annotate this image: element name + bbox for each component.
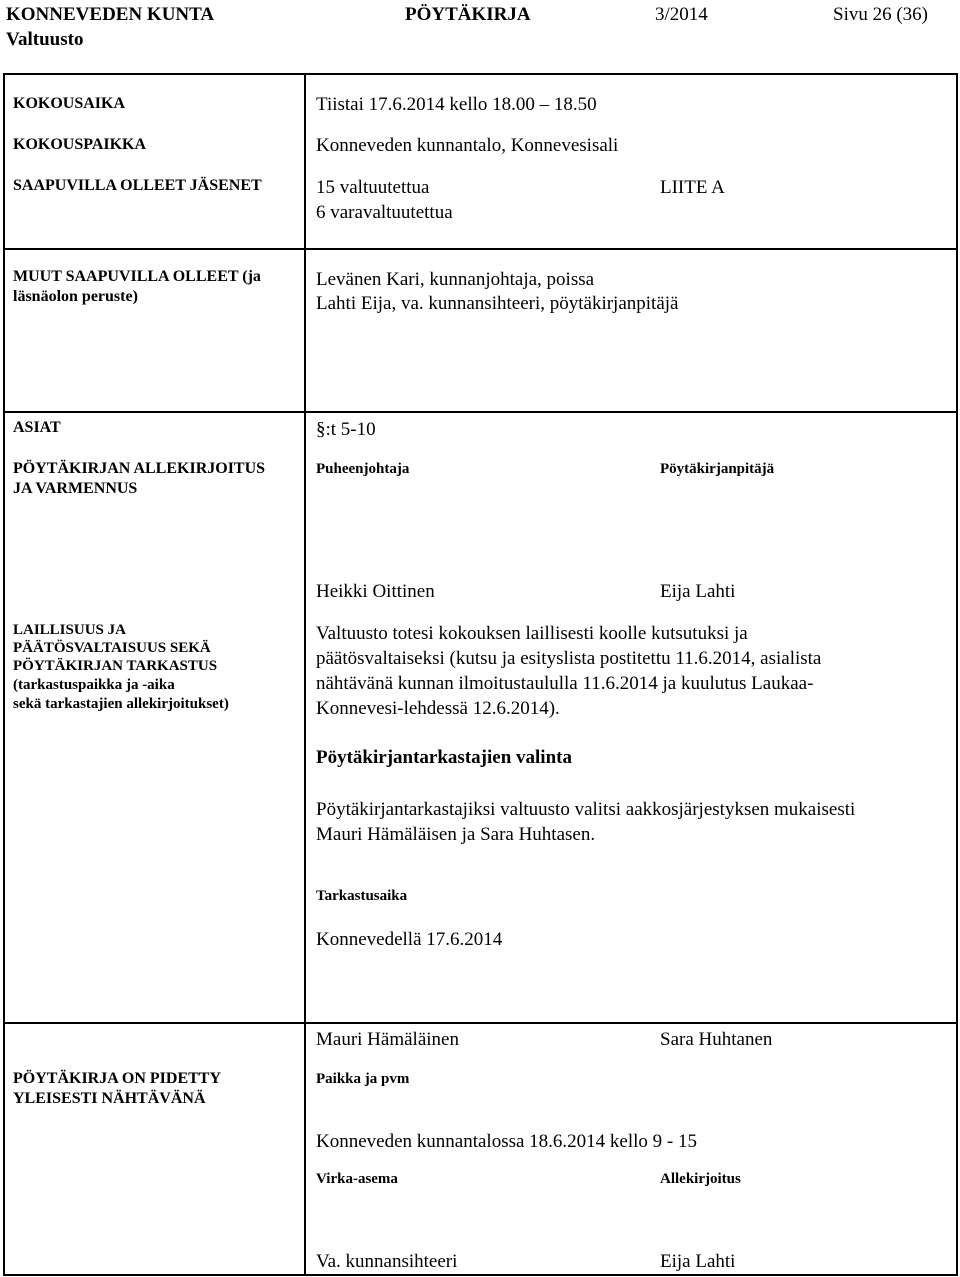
legality-label-cont: (tarkastuspaikka ja -aika bbox=[13, 677, 175, 693]
reviewer-selection-text: Mauri Hämäläisen ja Sara Huhtasen. bbox=[316, 824, 596, 845]
reviewer-name: Mauri Hämäläinen bbox=[316, 1029, 459, 1050]
legality-label-cont: PÄÄTÖSVALTAISUUS SEKÄ bbox=[13, 640, 211, 656]
signing-label-cont: JA VARMENNUS bbox=[13, 480, 138, 497]
other-attendee: Levänen Kari, kunnanjohtaja, poissa bbox=[316, 269, 595, 290]
meeting-time-label: KOKOUSAIKA bbox=[13, 95, 126, 112]
municipality-name: KONNEVEDEN KUNTA bbox=[6, 4, 215, 25]
document-number: 3/2014 bbox=[655, 4, 708, 25]
deputies-count: 6 varavaltuutettua bbox=[316, 202, 453, 223]
matters-label: ASIAT bbox=[13, 419, 61, 436]
place-date-value: Konneveden kunnantalossa 18.6.2014 kello 9 - 15 bbox=[316, 1131, 697, 1152]
legality-label-cont: sekä tarkastajien allekirjoitukset) bbox=[13, 696, 229, 712]
legality-text: Konnevesi-lehdessä 12.6.2014). bbox=[316, 698, 560, 719]
members-count: 15 valtuutettua bbox=[316, 177, 430, 198]
table-left-border bbox=[3, 73, 5, 1276]
table-right-border bbox=[956, 73, 958, 1276]
body-name: Valtuusto bbox=[6, 29, 84, 50]
table-bottom-border bbox=[3, 1274, 958, 1276]
page-number: Sivu 26 (36) bbox=[833, 4, 928, 25]
legality-label: LAILLISUUS JA bbox=[13, 622, 126, 638]
attachment-reference: LIITE A bbox=[660, 177, 725, 198]
legality-text: Valtuusto totesi kokouksen laillisesti koolle kutsutuksi ja bbox=[316, 623, 748, 644]
secretary-label: Pöytäkirjanpitäjä bbox=[660, 461, 775, 477]
members-present-label: SAAPUVILLA OLLEET JÄSENET bbox=[13, 177, 262, 194]
reviewer-name: Sara Huhtanen bbox=[660, 1029, 773, 1050]
position-value: Va. kunnansihteeri bbox=[316, 1251, 458, 1272]
others-present-label: MUUT SAAPUVILLA OLLEET (ja bbox=[13, 268, 261, 285]
meeting-place-value: Konneveden kunnantalo, Konnevesisali bbox=[316, 135, 619, 156]
legality-text: nähtävänä kunnan ilmoitustaululla 11.6.2014 ja kuulutus Laukaa- bbox=[316, 673, 814, 694]
reviewer-selection-heading: Pöytäkirjantarkastajien valinta bbox=[316, 747, 572, 768]
matters-value: §:t 5-10 bbox=[316, 419, 376, 440]
others-present-label-cont: läsnäolon peruste) bbox=[13, 288, 138, 305]
meeting-place-label: KOKOUSPAIKKA bbox=[13, 136, 147, 153]
table-top-border bbox=[3, 73, 958, 75]
public-display-label: PÖYTÄKIRJA ON PIDETTY bbox=[13, 1070, 222, 1087]
signer-name: Eija Lahti bbox=[660, 1251, 736, 1272]
legality-text: päätösvaltaiseksi (kutsu ja esityslista postitettu 11.6.2014, asialista bbox=[316, 648, 822, 669]
signature-label: Allekirjoitus bbox=[660, 1171, 741, 1187]
row-divider bbox=[3, 248, 958, 250]
legality-label-cont: PÖYTÄKIRJAN TARKASTUS bbox=[13, 658, 218, 674]
position-label: Virka-asema bbox=[316, 1171, 398, 1187]
place-date-label: Paikka ja pvm bbox=[316, 1071, 410, 1087]
meeting-time-value: Tiistai 17.6.2014 kello 18.00 – 18.50 bbox=[316, 94, 597, 115]
public-display-label-cont: YLEISESTI NÄHTÄVÄNÄ bbox=[13, 1090, 206, 1107]
other-attendee: Lahti Eija, va. kunnansihteeri, pöytäkirjanpitäjä bbox=[316, 293, 679, 314]
row-divider bbox=[3, 411, 958, 413]
row-divider bbox=[3, 1022, 958, 1024]
document-type: PÖYTÄKIRJA bbox=[405, 4, 531, 25]
chair-name: Heikki Oittinen bbox=[316, 581, 435, 602]
review-time-value: Konnevedellä 17.6.2014 bbox=[316, 929, 503, 950]
column-divider bbox=[304, 73, 306, 1276]
chair-label: Puheenjohtaja bbox=[316, 461, 410, 477]
secretary-name: Eija Lahti bbox=[660, 581, 736, 602]
review-time-label: Tarkastusaika bbox=[316, 888, 408, 904]
signing-label: PÖYTÄKIRJAN ALLEKIRJOITUS bbox=[13, 460, 266, 477]
reviewer-selection-text: Pöytäkirjantarkastajiksi valtuusto valitsi aakkosjärjestyksen mukaisesti bbox=[316, 799, 856, 820]
